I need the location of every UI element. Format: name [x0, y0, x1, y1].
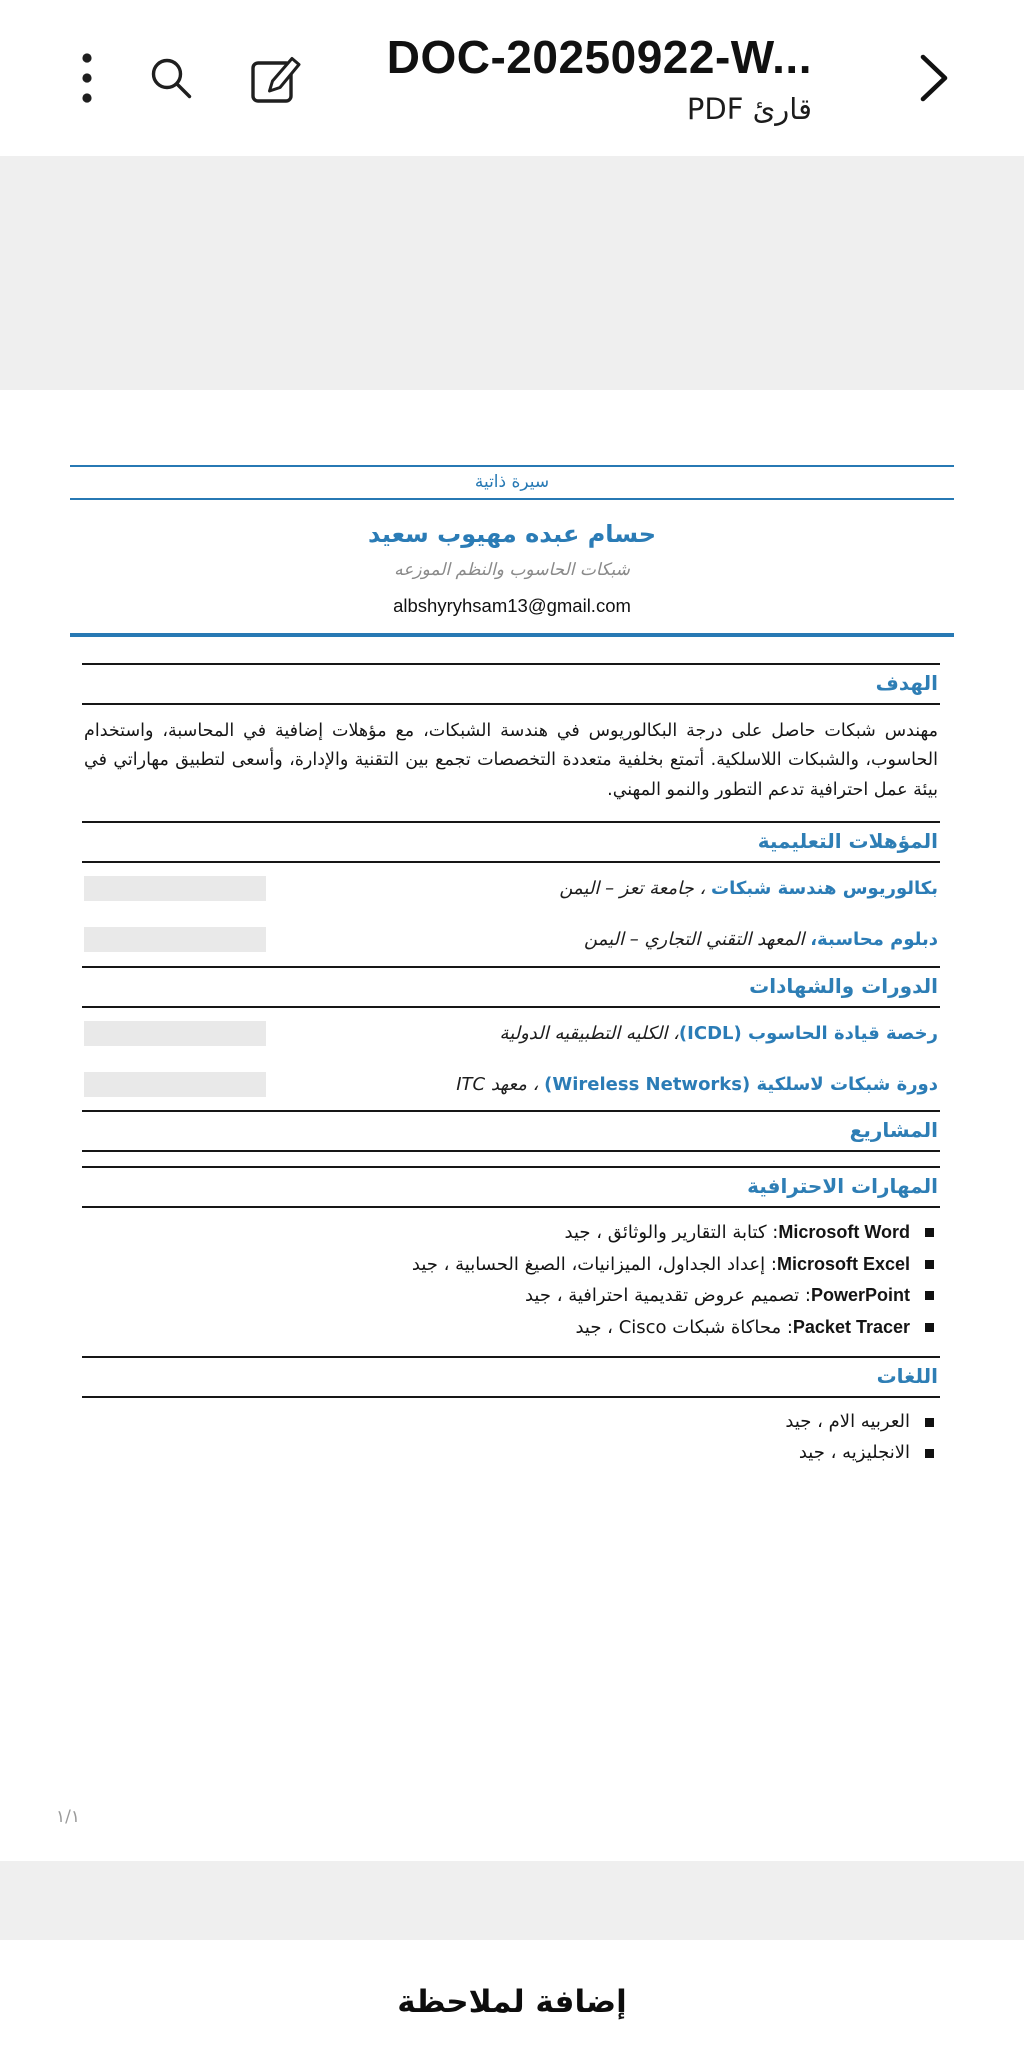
languages-list	[82, 1398, 940, 1481]
section-heading-languages: اللغات	[876, 1364, 938, 1389]
skill-desc: : محاكاة شبكات Cisco ، جيد	[575, 1316, 793, 1338]
objective-text: مهندس شبكات حاصل على درجة البكالوريوس في هندسة الشبكات، مع مؤهلات إضافية في المحاسبة، واستخدام الحاسوب، والشبكات اللاسلكية. أتمتع بخلفية متعددة التخصصات تجمع بين التقنية والإدارة، وأسعى لتطبيق مهاراتي في بيئة عمل احترافية تدعم التطور والنمو المهني.	[84, 721, 938, 800]
document-viewer[interactable]	[0, 156, 1024, 1940]
course-item-text	[456, 1072, 938, 1097]
cv-email: albshyryhsam13@gmail.com	[393, 595, 631, 616]
bullet-square	[925, 1418, 934, 1427]
education-item	[82, 914, 940, 965]
redacted-date-box	[84, 927, 266, 952]
section-heading-education: المؤهلات التعليمية	[757, 829, 938, 854]
skill-name: PowerPoint	[810, 1285, 910, 1306]
language-item	[84, 1438, 938, 1469]
search-icon	[146, 53, 196, 103]
cv-banner-title: سيرة ذاتية	[474, 472, 550, 492]
skill-desc: : تصميم عروض تقديمية احترافية ، جيد	[524, 1285, 811, 1307]
add-note-button[interactable]: إضافة لملاحظة	[397, 1984, 627, 2020]
language-text: العربيه الام ، جيد	[785, 1411, 910, 1433]
education-place: المعهد التقني التجاري – اليمن	[584, 929, 811, 951]
pdf-page	[0, 390, 1024, 1861]
course-place: ، الكليه التطبيقيه الدولية	[499, 1022, 679, 1044]
section-languages	[82, 1356, 940, 1481]
edit-compose-icon	[248, 50, 304, 106]
skill-item	[84, 1280, 938, 1312]
section-skills	[82, 1166, 940, 1356]
section-heading-courses: الدورات والشهادات	[749, 973, 938, 998]
education-item-text	[559, 876, 938, 901]
bullet-square	[925, 1260, 934, 1269]
search-button[interactable]	[146, 53, 196, 103]
app-name-label: قارئ PDF	[686, 92, 812, 126]
education-item-text	[584, 927, 938, 952]
chevron-right-icon	[914, 48, 954, 108]
bullet-square	[925, 1291, 934, 1300]
document-title: DOC-20250922-W...	[386, 31, 812, 83]
education-place: ، جامعة تعز – اليمن	[559, 878, 711, 900]
divider-blue	[70, 633, 954, 637]
cv-sections	[82, 663, 940, 1481]
bullet-square	[925, 1323, 934, 1332]
section-heading-skills: المهارات الاحترافية	[747, 1173, 938, 1198]
education-degree: دبلوم محاسبة،	[810, 929, 938, 951]
section-heading-objective: الهدف	[875, 671, 938, 695]
title-block	[387, 30, 812, 126]
divider-blue	[70, 498, 954, 500]
education-degree: بكالوريوس هندسة شبكات	[710, 878, 938, 900]
bottom-action-bar	[0, 1940, 1024, 2072]
course-title: دورة شبكات لاسلكية (Wireless Networks)	[544, 1073, 938, 1095]
cv-header	[70, 465, 954, 637]
skill-desc: : كتابة التقارير والوثائق ، جيد	[564, 1221, 779, 1243]
cv-name: حسام عبده مهيوب سعيد	[367, 520, 657, 548]
course-place: ، معهد ITC	[456, 1073, 545, 1095]
cv-specialty: شبكات الحاسوب والنظم الموزعه	[394, 560, 630, 580]
section-projects	[82, 1110, 940, 1166]
skill-name: Packet Tracer	[792, 1316, 910, 1337]
skill-desc: : إعداد الجداول، الميزانيات، الصيغ الحسابية ، جيد	[411, 1253, 777, 1275]
redacted-date-box	[84, 1021, 266, 1046]
language-text: الانجليزيه ، جيد	[798, 1441, 910, 1463]
bullet-square	[925, 1228, 934, 1237]
skill-name: Microsoft Word	[778, 1221, 910, 1242]
course-item-text	[500, 1021, 938, 1046]
skill-name: Microsoft Excel	[776, 1253, 910, 1274]
chevron-right-button[interactable]	[914, 48, 954, 108]
redacted-date-box	[84, 1072, 266, 1097]
section-objective	[82, 663, 940, 821]
course-item	[82, 1008, 940, 1059]
edit-button[interactable]	[248, 50, 304, 106]
pdf-reader-toolbar	[0, 0, 1024, 156]
bullet-square	[925, 1449, 934, 1458]
kebab-menu-icon	[80, 50, 94, 106]
section-courses	[82, 966, 940, 1110]
page-indicator: ١/١	[56, 1807, 80, 1827]
education-item	[82, 863, 940, 914]
skill-item	[84, 1312, 938, 1344]
redacted-date-box	[84, 876, 266, 901]
overflow-menu-button[interactable]	[80, 50, 94, 106]
section-education	[82, 821, 940, 965]
skills-list	[82, 1208, 940, 1356]
section-heading-projects: المشاريع	[849, 1117, 938, 1142]
empty-section-gap	[82, 1152, 940, 1166]
course-title: رخصة قيادة الحاسوب (ICDL)	[678, 1022, 938, 1044]
skill-item	[84, 1249, 938, 1281]
language-item	[84, 1407, 938, 1438]
course-item	[82, 1059, 940, 1110]
skill-item	[84, 1217, 938, 1249]
